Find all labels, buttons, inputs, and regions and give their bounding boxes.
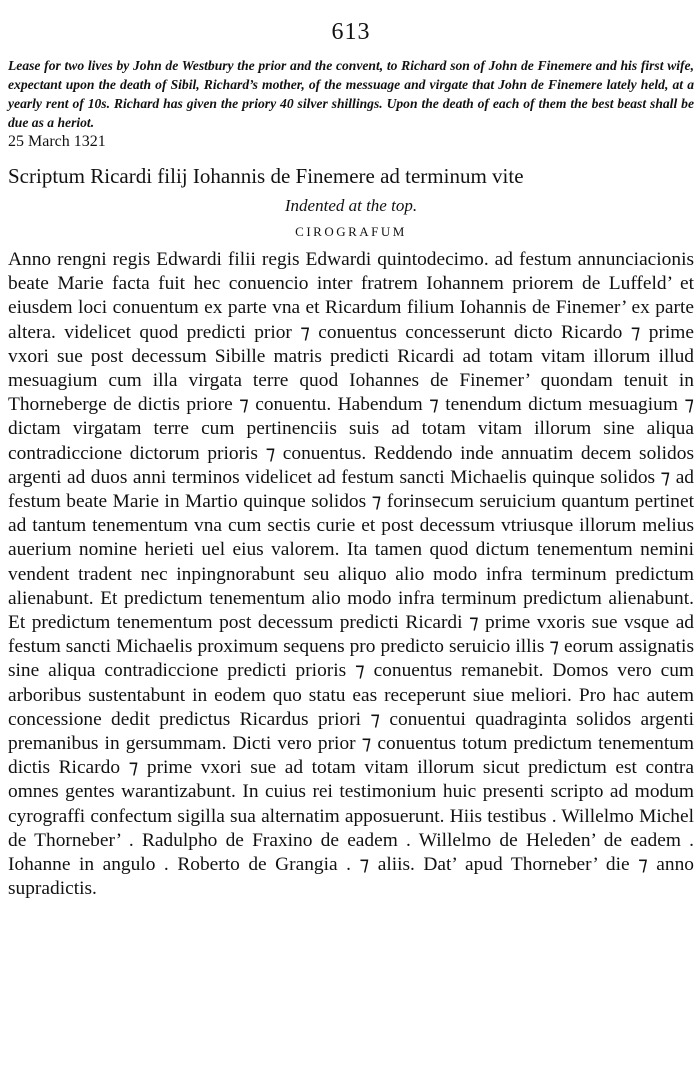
charter-text: Anno rengni regis Edwardi filii regis Edwardi quintodecimo. ad festum annunciacionis beate Marie facta fuit hec conuencio inter fratrem Iohannem priorem de Luffeld’ et eiusdem loci conuentum ex parte vna et Ricardum filium Iohannis de Finemer’ ex parte altera. videlicet quod predicti prior ⁊ conuentus concesserunt dicto Ricardo ⁊ prime vxori sue post decessum Sibille matris predicti Ricardi ad totam vitam illorum illud mesuagium cum illa virgata terre quod Iohannes de Finemer’ quondam tenuit in Thorneberge de dictis priore ⁊ conuentu. Habendum ⁊ tenendum dictum mesuagium ⁊ dictam virgatam terre cum pertinenciis suis ad totam vitam illorum sine aliqua contradiccione dictorum prioris ⁊ conuentus. Reddendo inde annuatim decem solidos argenti ad duos anni terminos videlicet ad festum sancti Michaelis quinque solidos ⁊ ad festum beate Marie in Martio quinque solidos ⁊ forinsecum seruicium quantum pertinet ad tantum tenementum vna cum sectis curie et post decessum vtriusque illorum melius auerium nomine herieti uel eius valorem. Ita tamen quod dictum tenementum nemini vendent tradent nec inpingnorabunt seu aliquo alio modo infra terminum predictum alienabunt. Et predictum tenementum alio modo infra terminum predictum alienabunt. Et predictum tenementum post decessum predicti Ricardi ⁊ prime vxoris sue vsque ad festum sancti Michaelis proximum sequens pro predicto seruicio illis ⁊ eorum assignatis sine aliqua contradiccione predicti prioris ⁊ conuentus remanebit. Domos vero cum arboribus sustentabunt in eodem quo statu eas receperunt siue meliori. Pro hac autem concessione dedit predictus Ricardus priori ⁊ conuentui quadraginta solidos argenti premanibus in gersummam. Dicti vero prior ⁊ conuentus totum predictum tenementum dictis Ricardo ⁊ prime vxori sue ad totam vitam illorum sicut predictum est contra omnes gentes warantizabunt. In cuius rei testimonium huic presenti scripto ad modum cyrograffi confectum sigilla sua alternatim apposuerunt. Hiis testibus . Willelmo Michel de Thorneber’ . Radulpho de Fraxino de eadem . Willelmo de Heleden’ de eadem . Iohanne in angulo . Roberto de Grangia . ⁊ aliis. Dat’ apud Thorneber’ die ⁊ anno supradictis. — [8, 249, 694, 900]
english-summary: Lease for two lives by John de Westbury the prior and the convent, to Richard son of John de Finemere and his first wife, expectant upon the death of Sibil, Richard’s mother, of the messuage and virgate that John de Finemere lately held, at a yearly rent of 10s. Richard has given the priory 40 silver shillings. Upon the death of each of them the best beast shall be due as a heriot. — [8, 58, 694, 130]
page-number: 613 — [331, 19, 371, 45]
document-date: 25 March 1321 — [8, 133, 106, 150]
charter-heading: Scriptum Ricardi filij Iohannis de Finemere ad terminum vite — [8, 164, 524, 188]
indent-note: Indented at the top. — [284, 196, 418, 215]
chirograph-word: CIROGRAFUM — [295, 224, 407, 239]
